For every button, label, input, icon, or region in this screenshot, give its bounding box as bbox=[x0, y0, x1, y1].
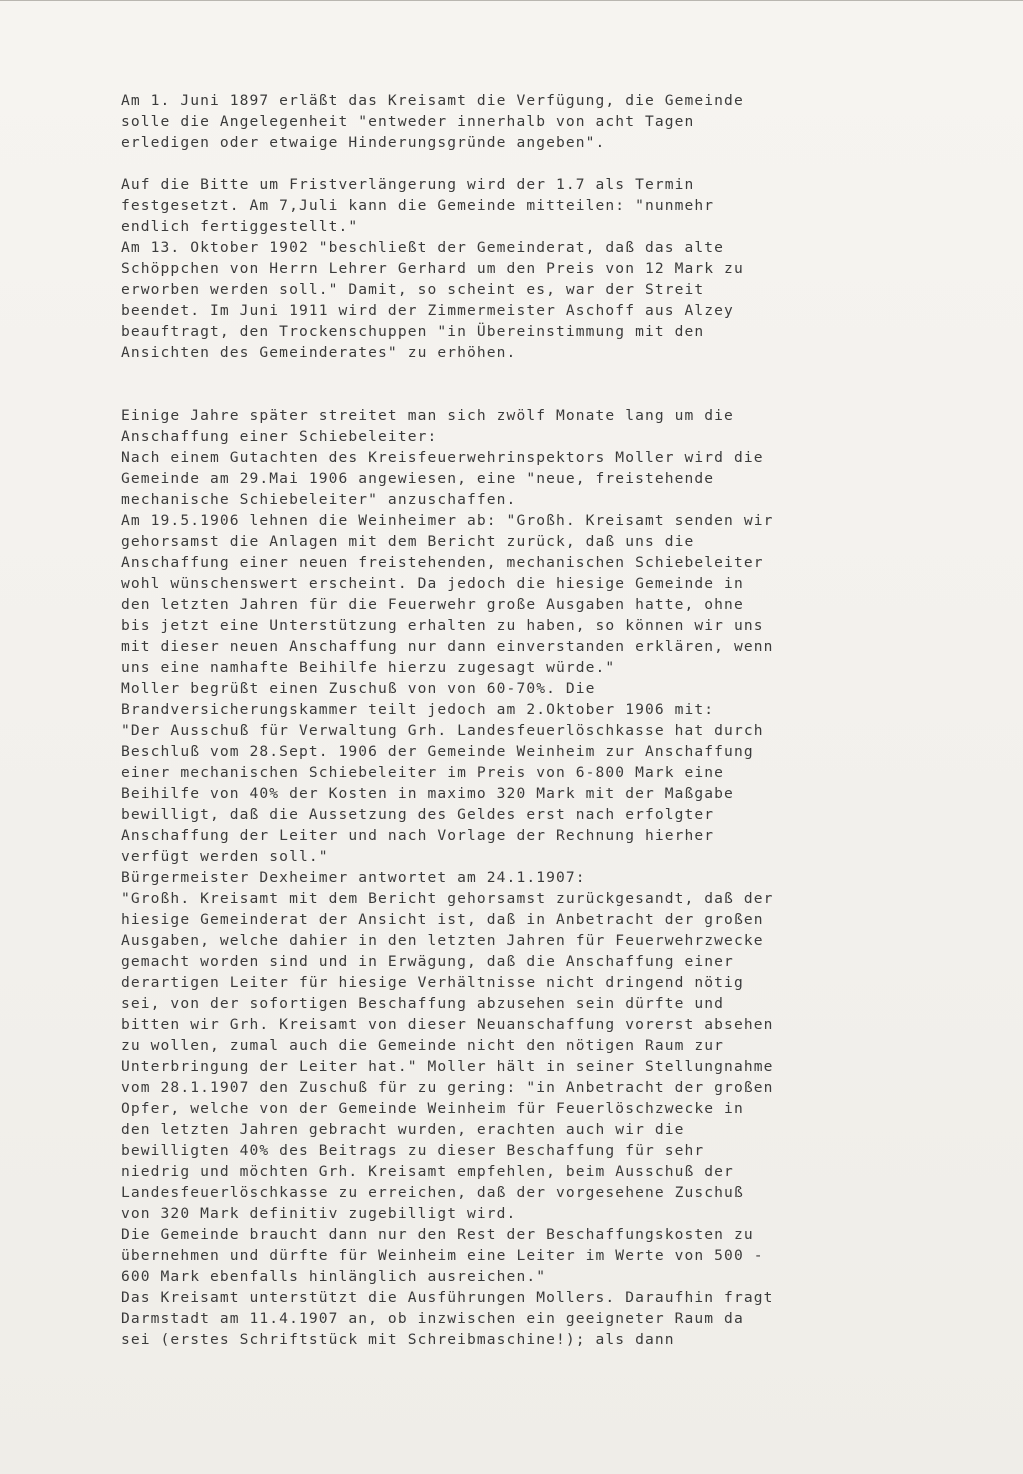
text-line: erledigen oder etwaige Hinderungsgründe angeben". bbox=[121, 134, 606, 151]
text-line: Am 1. Juni 1897 erläßt das Kreisamt die Verfügung, die Gemeinde bbox=[121, 92, 744, 109]
text-line: mechanische Schiebeleiter" anzuschaffen. bbox=[121, 491, 517, 508]
text-line: Moller begrüßt einen Zuschuß von von 60-70%. Die bbox=[121, 680, 596, 697]
text-line: niedrig und möchten Grh. Kreisamt empfehlen, beim Ausschuß der bbox=[121, 1163, 734, 1180]
text-line: Die Gemeinde braucht dann nur den Rest der Beschaffungskosten zu bbox=[121, 1226, 754, 1243]
text-line: Einige Jahre später streitet man sich zwölf Monate lang um die bbox=[121, 407, 734, 424]
paragraph-3 bbox=[121, 405, 971, 1350]
text-line: sei (erstes Schriftstück mit Schreibmaschine!); als dann bbox=[121, 1331, 675, 1348]
text-line: Bürgermeister Dexheimer antwortet am 24.1.1907: bbox=[121, 869, 586, 886]
text-line: vom 28.1.1907 den Zuschuß für zu gering: "in Anbetracht der großen bbox=[121, 1079, 774, 1096]
text-line: gemacht worden sind und in Erwägung, daß die Anschaffung einer bbox=[121, 953, 734, 970]
text-line: von 320 Mark definitiv zugebilligt wird. bbox=[121, 1205, 517, 1222]
text-line: beendet. Im Juni 1911 wird der Zimmermeister Aschoff aus Alzey bbox=[121, 302, 734, 319]
text-line: hiesige Gemeinderat der Ansicht ist, daß in Anbetracht der großen bbox=[121, 911, 764, 928]
text-line: bitten wir Grh. Kreisamt von dieser Neuanschaffung vorerst absehen bbox=[121, 1016, 774, 1033]
text-line: Ansichten des Gemeinderates" zu erhöhen. bbox=[121, 344, 517, 361]
text-line: übernehmen und dürfte für Weinheim eine Leiter im Werte von 500 - bbox=[121, 1247, 764, 1264]
text-line: festgesetzt. Am 7,Juli kann die Gemeinde mitteilen: "nunmehr bbox=[121, 197, 715, 214]
text-line: Darmstadt am 11.4.1907 an, ob inzwischen ein geeigneter Raum da bbox=[121, 1310, 744, 1327]
text-line: erworben werden soll." Damit, so scheint es, war der Streit bbox=[121, 281, 705, 298]
text-line: endlich fertiggestellt." bbox=[121, 218, 359, 235]
text-line: Anschaffung einer neuen freistehenden, mechanischen Schiebeleiter bbox=[121, 554, 764, 571]
text-line: Schöppchen von Herrn Lehrer Gerhard um den Preis von 12 Mark zu bbox=[121, 260, 744, 277]
paragraph-1 bbox=[121, 90, 971, 153]
text-line: Gemeinde am 29.Mai 1906 angewiesen, eine "neue, freistehende bbox=[121, 470, 715, 487]
text-line: Beschluß vom 28.Sept. 1906 der Gemeinde Weinheim zur Anschaffung bbox=[121, 743, 754, 760]
text-line: Brandversicherungskammer teilt jedoch am 2.Oktober 1906 mit: bbox=[121, 701, 715, 718]
text-line: den letzten Jahren für die Feuerwehr große Ausgaben hatte, ohne bbox=[121, 596, 744, 613]
text-line: verfügt werden soll." bbox=[121, 848, 329, 865]
text-line: bewilligten 40% des Beitrags zu dieser Beschaffung für sehr bbox=[121, 1142, 705, 1159]
text-line: sei, von der sofortigen Beschaffung abzusehen sein dürfte und bbox=[121, 995, 725, 1012]
text-line: bewilligt, daß die Aussetzung des Geldes erst nach erfolgter bbox=[121, 806, 715, 823]
text-line: Ausgaben, welche dahier in den letzten Jahren für Feuerwehrzwecke bbox=[121, 932, 764, 949]
text-line: den letzten Jahren gebracht wurden, erachten auch wir die bbox=[121, 1121, 685, 1138]
text-line: gehorsamst die Anlagen mit dem Bericht zurück, daß uns die bbox=[121, 533, 695, 550]
text-line: Opfer, welche von der Gemeinde Weinheim für Feuerlöschzwecke in bbox=[121, 1100, 744, 1117]
text-line: solle die Angelegenheit "entweder innerhalb von acht Tagen bbox=[121, 113, 695, 130]
text-line: Unterbringung der Leiter hat." Moller hält in seiner Stellungnahme bbox=[121, 1058, 774, 1075]
text-line: derartigen Leiter für hiesige Verhältnisse nicht dringend nötig bbox=[121, 974, 744, 991]
text-line: bis jetzt eine Unterstützung erhalten zu haben, so können wir uns bbox=[121, 617, 764, 634]
text-line: 600 Mark ebenfalls hinlänglich ausreichen." bbox=[121, 1268, 547, 1285]
text-line: zu wollen, zumal auch die Gemeinde nicht den nötigen Raum zur bbox=[121, 1037, 725, 1054]
text-line: wohl wünschenswert erscheint. Da jedoch die hiesige Gemeinde in bbox=[121, 575, 744, 592]
text-line: "Der Ausschuß für Verwaltung Grh. Landesfeuerlöschkasse hat durch bbox=[121, 722, 764, 739]
text-line: uns eine namhafte Beihilfe hierzu zugesagt würde." bbox=[121, 659, 616, 676]
text-line: mit dieser neuen Anschaffung nur dann einverstanden erklären, wenn bbox=[121, 638, 774, 655]
text-line: beauftragt, den Trockenschuppen "in Übereinstimmung mit den bbox=[121, 323, 705, 340]
text-line: Am 19.5.1906 lehnen die Weinheimer ab: "Großh. Kreisamt senden wir bbox=[121, 512, 774, 529]
paragraph-2 bbox=[121, 174, 971, 363]
text-line: Landesfeuerlöschkasse zu erreichen, daß der vorgesehene Zuschuß bbox=[121, 1184, 744, 1201]
text-line: Anschaffung der Leiter und nach Vorlage der Rechnung hierher bbox=[121, 827, 715, 844]
text-line: Anschaffung einer Schiebeleiter: bbox=[121, 428, 438, 445]
text-line: Das Kreisamt unterstützt die Ausführungen Mollers. Daraufhin fragt bbox=[121, 1289, 774, 1306]
text-line: Am 13. Oktober 1902 "beschließt der Gemeinderat, daß das alte bbox=[121, 239, 725, 256]
text-line: Auf die Bitte um Fristverlängerung wird der 1.7 als Termin bbox=[121, 176, 695, 193]
text-line: einer mechanischen Schiebeleiter im Preis von 6-800 Mark eine bbox=[121, 764, 725, 781]
text-line: Beihilfe von 40% der Kosten in maximo 320 Mark mit der Maßgabe bbox=[121, 785, 734, 802]
text-line: Nach einem Gutachten des Kreisfeuerwehrinspektors Moller wird die bbox=[121, 449, 764, 466]
text-line: "Großh. Kreisamt mit dem Bericht gehorsamst zurückgesandt, daß der bbox=[121, 890, 774, 907]
